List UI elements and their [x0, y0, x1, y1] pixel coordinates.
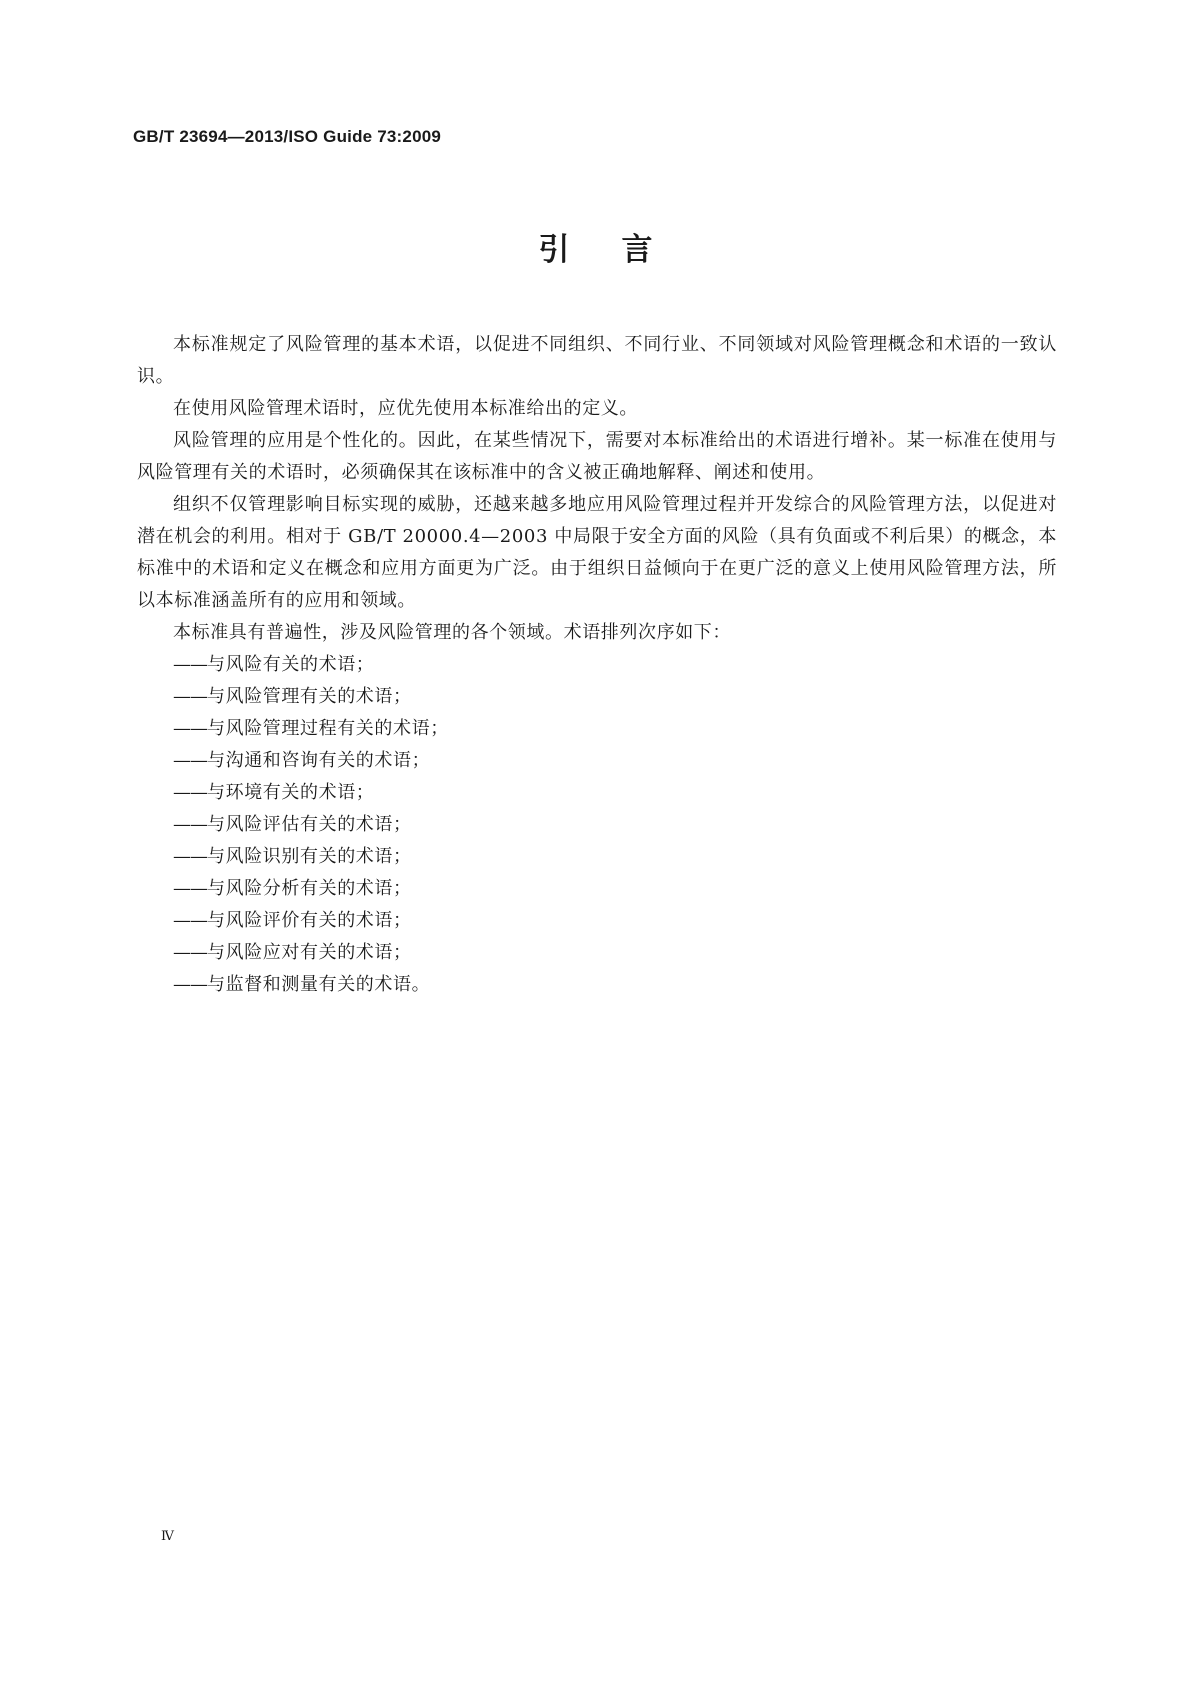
- list-item-text: 与风险有关的术语；: [207, 654, 375, 675]
- paragraph: 本标准规定了风险管理的基本术语，以促进不同组织、不同行业、不同领域对风险管理概念和术语的一致认识。: [137, 334, 1057, 387]
- list-item-text: 与风险应对有关的术语；: [207, 942, 412, 963]
- term-order-list: [137, 649, 1057, 1001]
- list-item-text: 与风险评估有关的术语；: [207, 814, 412, 835]
- list-item: [137, 777, 1057, 809]
- list-dash: ——: [173, 782, 207, 803]
- list-dash: ——: [173, 654, 207, 675]
- list-item-text: 与风险管理过程有关的术语；: [207, 718, 449, 739]
- list-item-text: 与沟通和咨询有关的术语；: [207, 750, 431, 771]
- paragraph: 在使用风险管理术语时，应优先使用本标准给出的定义。: [173, 398, 638, 419]
- list-item-text: 与风险识别有关的术语；: [207, 846, 412, 867]
- list-item-text: 与风险评价有关的术语；: [207, 910, 412, 931]
- list-item: [137, 873, 1057, 905]
- list-dash: ——: [173, 686, 207, 707]
- list-item-text: 与监督和测量有关的术语。: [207, 974, 431, 995]
- list-item-text: 与环境有关的术语；: [207, 782, 375, 803]
- list-dash: ——: [173, 942, 207, 963]
- list-item: [137, 841, 1057, 873]
- standard-code-header: GB/T 23694—2013/ISO Guide 73:2009: [133, 127, 442, 146]
- page-number: Ⅳ: [161, 1529, 174, 1544]
- paragraph: 组织不仅管理影响目标实现的威胁，还越来越多地应用风险管理过程并开发综合的风险管理方法，以促进对潜在机会的利用。相对于 GB/T 20000.4—2003 中局限于安全方面的风险（具有负面或不利后果）的概念，本标准中的术语和定义在概念和应用方面更为广泛。由于组织日益倾向于在更广泛的意义上使用风险管理方法，所以本标准涵盖所有的应用和领域。: [137, 494, 1057, 611]
- list-dash: ——: [173, 846, 207, 867]
- introduction-body: [137, 329, 1057, 1001]
- list-item-text: 与风险管理有关的术语；: [207, 686, 412, 707]
- list-dash: ——: [173, 878, 207, 899]
- list-item: [137, 937, 1057, 969]
- list-item: [137, 649, 1057, 681]
- list-item: [137, 905, 1057, 937]
- list-dash: ——: [173, 750, 207, 771]
- list-item: [137, 681, 1057, 713]
- page-title: 引言: [538, 232, 705, 268]
- list-item: [137, 809, 1057, 841]
- list-item: [137, 745, 1057, 777]
- list-dash: ——: [173, 814, 207, 835]
- list-dash: ——: [173, 718, 207, 739]
- paragraph: 风险管理的应用是个性化的。因此，在某些情况下，需要对本标准给出的术语进行增补。某一标准在使用与风险管理有关的术语时，必须确保其在该标准中的含义被正确地解释、阐述和使用。: [137, 430, 1057, 483]
- list-item: [137, 713, 1057, 745]
- list-dash: ——: [173, 910, 207, 931]
- list-item-text: 与风险分析有关的术语；: [207, 878, 412, 899]
- paragraph: 本标准具有普遍性，涉及风险管理的各个领域。术语排列次序如下：: [173, 622, 731, 643]
- list-dash: ——: [173, 974, 207, 995]
- list-item: [137, 969, 1057, 1001]
